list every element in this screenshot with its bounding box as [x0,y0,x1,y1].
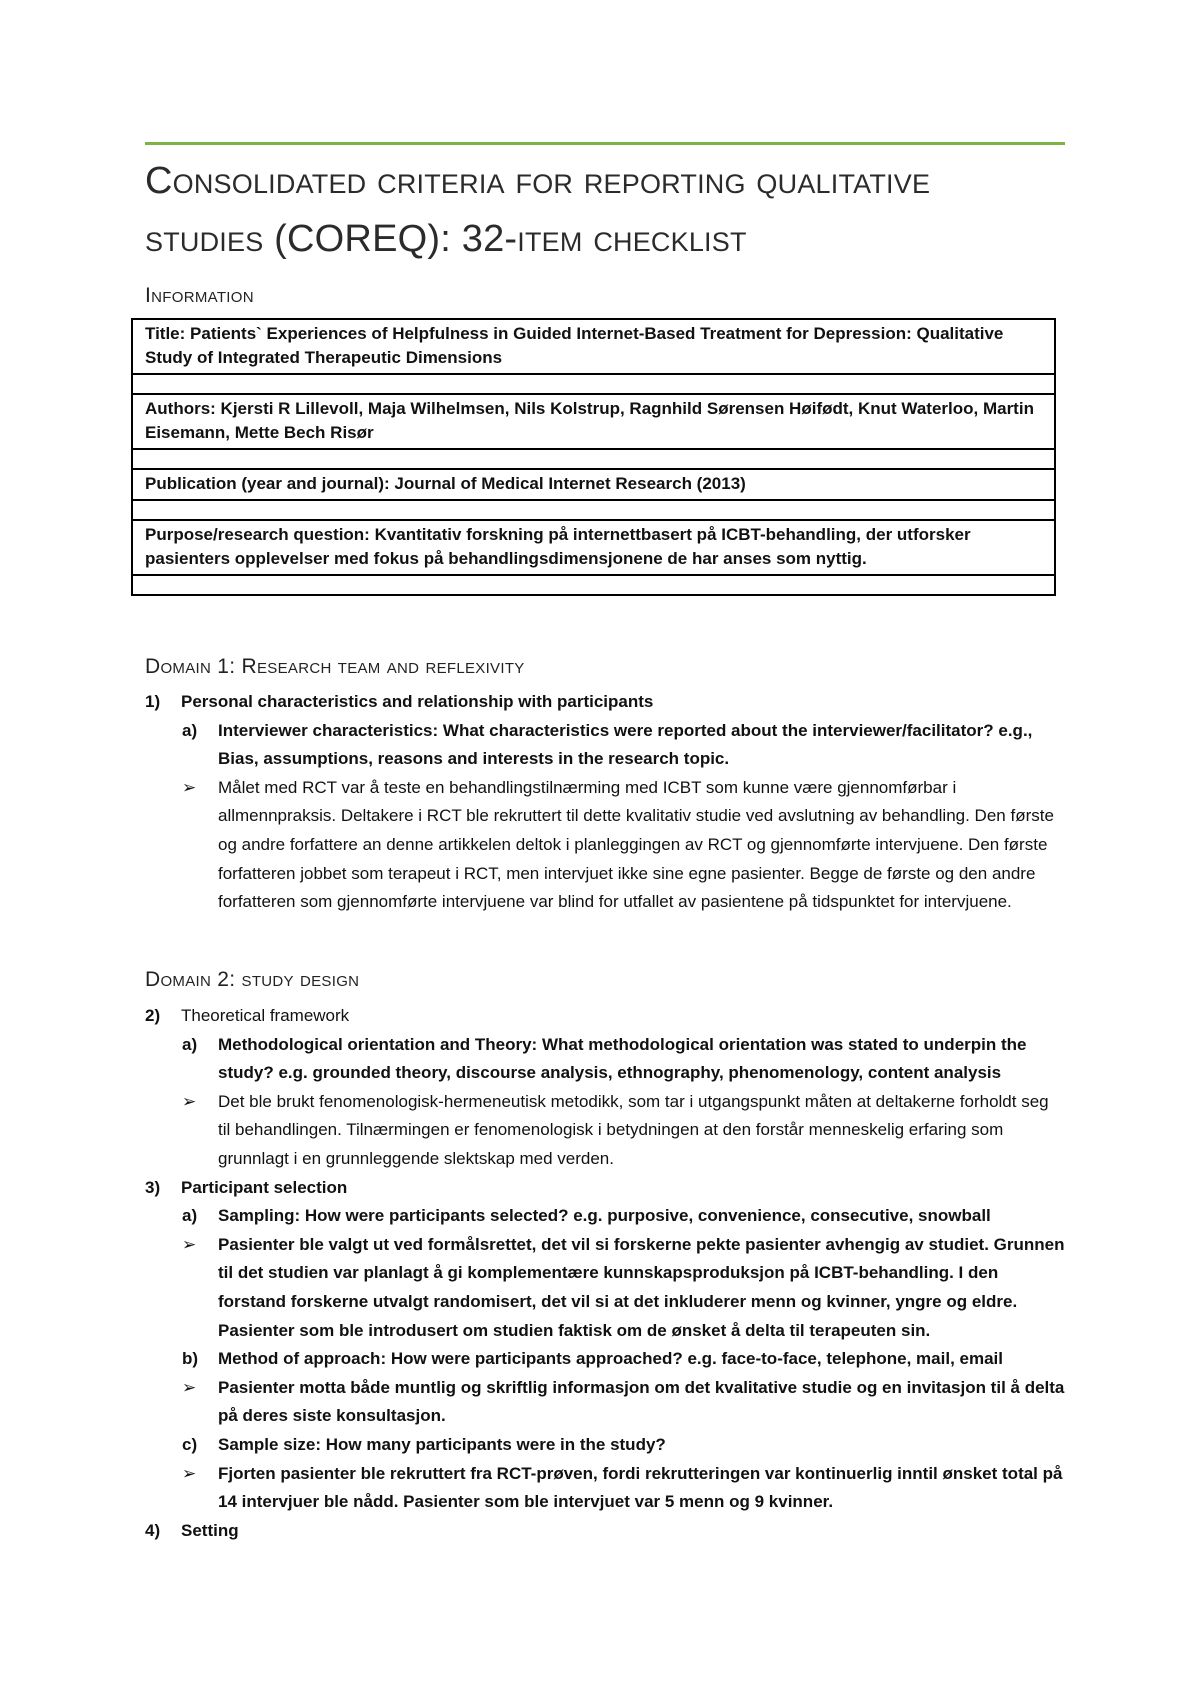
sub-item-bold: Interviewer characteristics: [218,720,439,740]
answer-text: Målet med RCT var å teste en behandlingstilnærming med ICBT som kunne være gjennomførbar i allmennpraksis. Deltakere i RCT ble rekruttert til dette kvalitativ studie ved avslutning av behandling. Den første og andre forfattere an denne artikkelen deltok i planleggingen av RCT og gjennomførte intervjuene. Den første forfatteren jobbet som terapeut i RCT, men intervjuet ikke sine egne pasienter. Begge de første og den andre forfatteren som gjennomførte intervjuene var blind for utfallet av pasientene på tidspunktet for intervjuene. [218,777,1054,912]
info-purpose-cell: Purpose/research question: Kvantitativ forskning på internettbasert på ICBT-behandling, der utforsker pasienters opplevelser med fokus på behandlingsdimensjonene de har anses som nyttig. [132,520,1055,575]
sub-item-c [145,1431,1065,1460]
answer-bullet [145,1374,1065,1431]
item-number: 4) [145,1520,161,1540]
sub-item-a [145,717,1065,774]
answer-text: Fjorten pasienter ble rekruttert fra RCT-prøven, fordi rekrutteringen var kontinuerlig inntil ønsket total på 14 intervjuer ble nådd. Pasienter som ble intervjuet var 5 menn og 9 kvinner. [218,1463,1063,1512]
sub-item-bold: Method of approach: [218,1349,387,1369]
sub-item-bold: Methodological orientation and Theory: [218,1034,538,1054]
answer-bullet [145,1460,1065,1517]
sub-item-bold: Sampling: [218,1206,301,1226]
arrow-bullet-icon: ➢ [182,1234,197,1254]
sub-item-b [145,1345,1065,1374]
item-label: Participant selection [181,1177,348,1197]
sub-item-a [145,1031,1065,1088]
sub-item-a [145,1202,1065,1231]
title-line-1: Consolidated criteria for reporting qualitative [145,160,931,202]
item-2 [145,1002,1065,1031]
sub-item-question: How many participants were in the study? [321,1434,666,1454]
information-heading: Information [145,284,254,307]
sub-item-label: b) [182,1349,199,1369]
title-line-2: studies (COREQ): 32-item checklist [145,218,747,260]
answer-text: Pasienter motta både muntlig og skriftlig informasjon om det kvalitative studie og en invitasjon til å delta på deres siste konsultasjon. [218,1377,1065,1426]
sub-item-label: a) [182,720,198,740]
arrow-bullet-icon: ➢ [182,1463,197,1483]
arrow-bullet-icon: ➢ [182,777,197,797]
arrow-bullet-icon: ➢ [182,1091,197,1111]
item-3 [145,1174,1065,1203]
info-title-cell: Title: Patients` Experiences of Helpfulness in Guided Internet-Based Treatment for Depression: Qualitative Study of Integrated Therapeutic Dimensions [132,319,1055,374]
item-label: Theoretical framework [181,1006,350,1025]
sub-item-label: c) [182,1434,198,1454]
sub-item-question: How were participants approached? e.g. face-to-face, telephone, mail, email [386,1349,1003,1369]
item-number: 2) [145,1006,161,1025]
sub-item-label: a) [182,1206,198,1226]
info-empty-cell [132,449,1055,469]
arrow-bullet-icon: ➢ [182,1377,197,1397]
answer-text: Det ble brukt fenomenologisk-hermeneutisk metodikk, som tar i utgangspunkt måten at deltakerne forholdt seg til behandlingen. Tilnærmingen er fenomenologisk i betydningen at den forstår menneskelig erfaring som grunnlagt i en grunnleggende slektskap med verden. [218,1091,1049,1168]
info-empty-cell [132,374,1055,394]
page-title [145,152,1065,268]
domain2-heading: Domain 2: study design [145,968,360,991]
sub-item-label: a) [182,1034,198,1054]
item-number: 1) [145,692,161,711]
info-empty-cell [132,575,1055,595]
answer-bullet [145,1231,1065,1345]
item-4 [145,1517,1065,1546]
info-publication-cell: Publication (year and journal): Journal of Medical Internet Research (2013) [132,469,1055,500]
header-rule [145,142,1065,145]
item-number: 3) [145,1177,161,1197]
sub-item-bold: Sample size: [218,1434,321,1454]
answer-bullet [145,1088,1065,1174]
item-label: Personal characteristics and relationship with participants [181,692,654,711]
item-label: Setting [181,1520,239,1540]
domain1-heading: Domain 1: Research team and reflexivity [145,655,525,678]
answer-bullet [145,774,1065,917]
sub-item-question: What characteristics were reported about the interviewer/facilitator? e.g., Bias, assumptions, reasons and interests in the research topic. [218,720,1033,769]
sub-item-question: What methodological orientation was stated to underpin the study? e.g. grounded theory, discourse analysis, ethnography, phenomenology, content analysis [218,1034,1027,1083]
answer-text: Pasienter ble valgt ut ved formålsrettet, det vil si forskerne pekte pasienter avhengig av studiet. Grunnen til det studien var planlagt å gi komplementære kunnskapsproduksjon på ICBT-behandling. I den forstand forskerne utvalgt randomisert, det vil si at det inkluderer menn og kvinner, yngre og eldre. Pasienter som ble introdusert om studien faktisk om de ønsket å delta til terapeuten sin. [218,1234,1065,1340]
info-empty-cell [132,500,1055,520]
information-table [131,318,1056,596]
sub-item-question: How were participants selected? e.g. purposive, convenience, consecutive, snowball [300,1206,991,1226]
domain1-list [145,688,1065,917]
item-1 [145,688,1065,717]
domain2-list [145,1002,1065,1545]
info-authors-cell: Authors: Kjersti R Lillevoll, Maja Wilhelmsen, Nils Kolstrup, Ragnhild Sørensen Høifødt, Knut Waterloo, Martin Eisemann, Mette Bech Risør [132,394,1055,449]
